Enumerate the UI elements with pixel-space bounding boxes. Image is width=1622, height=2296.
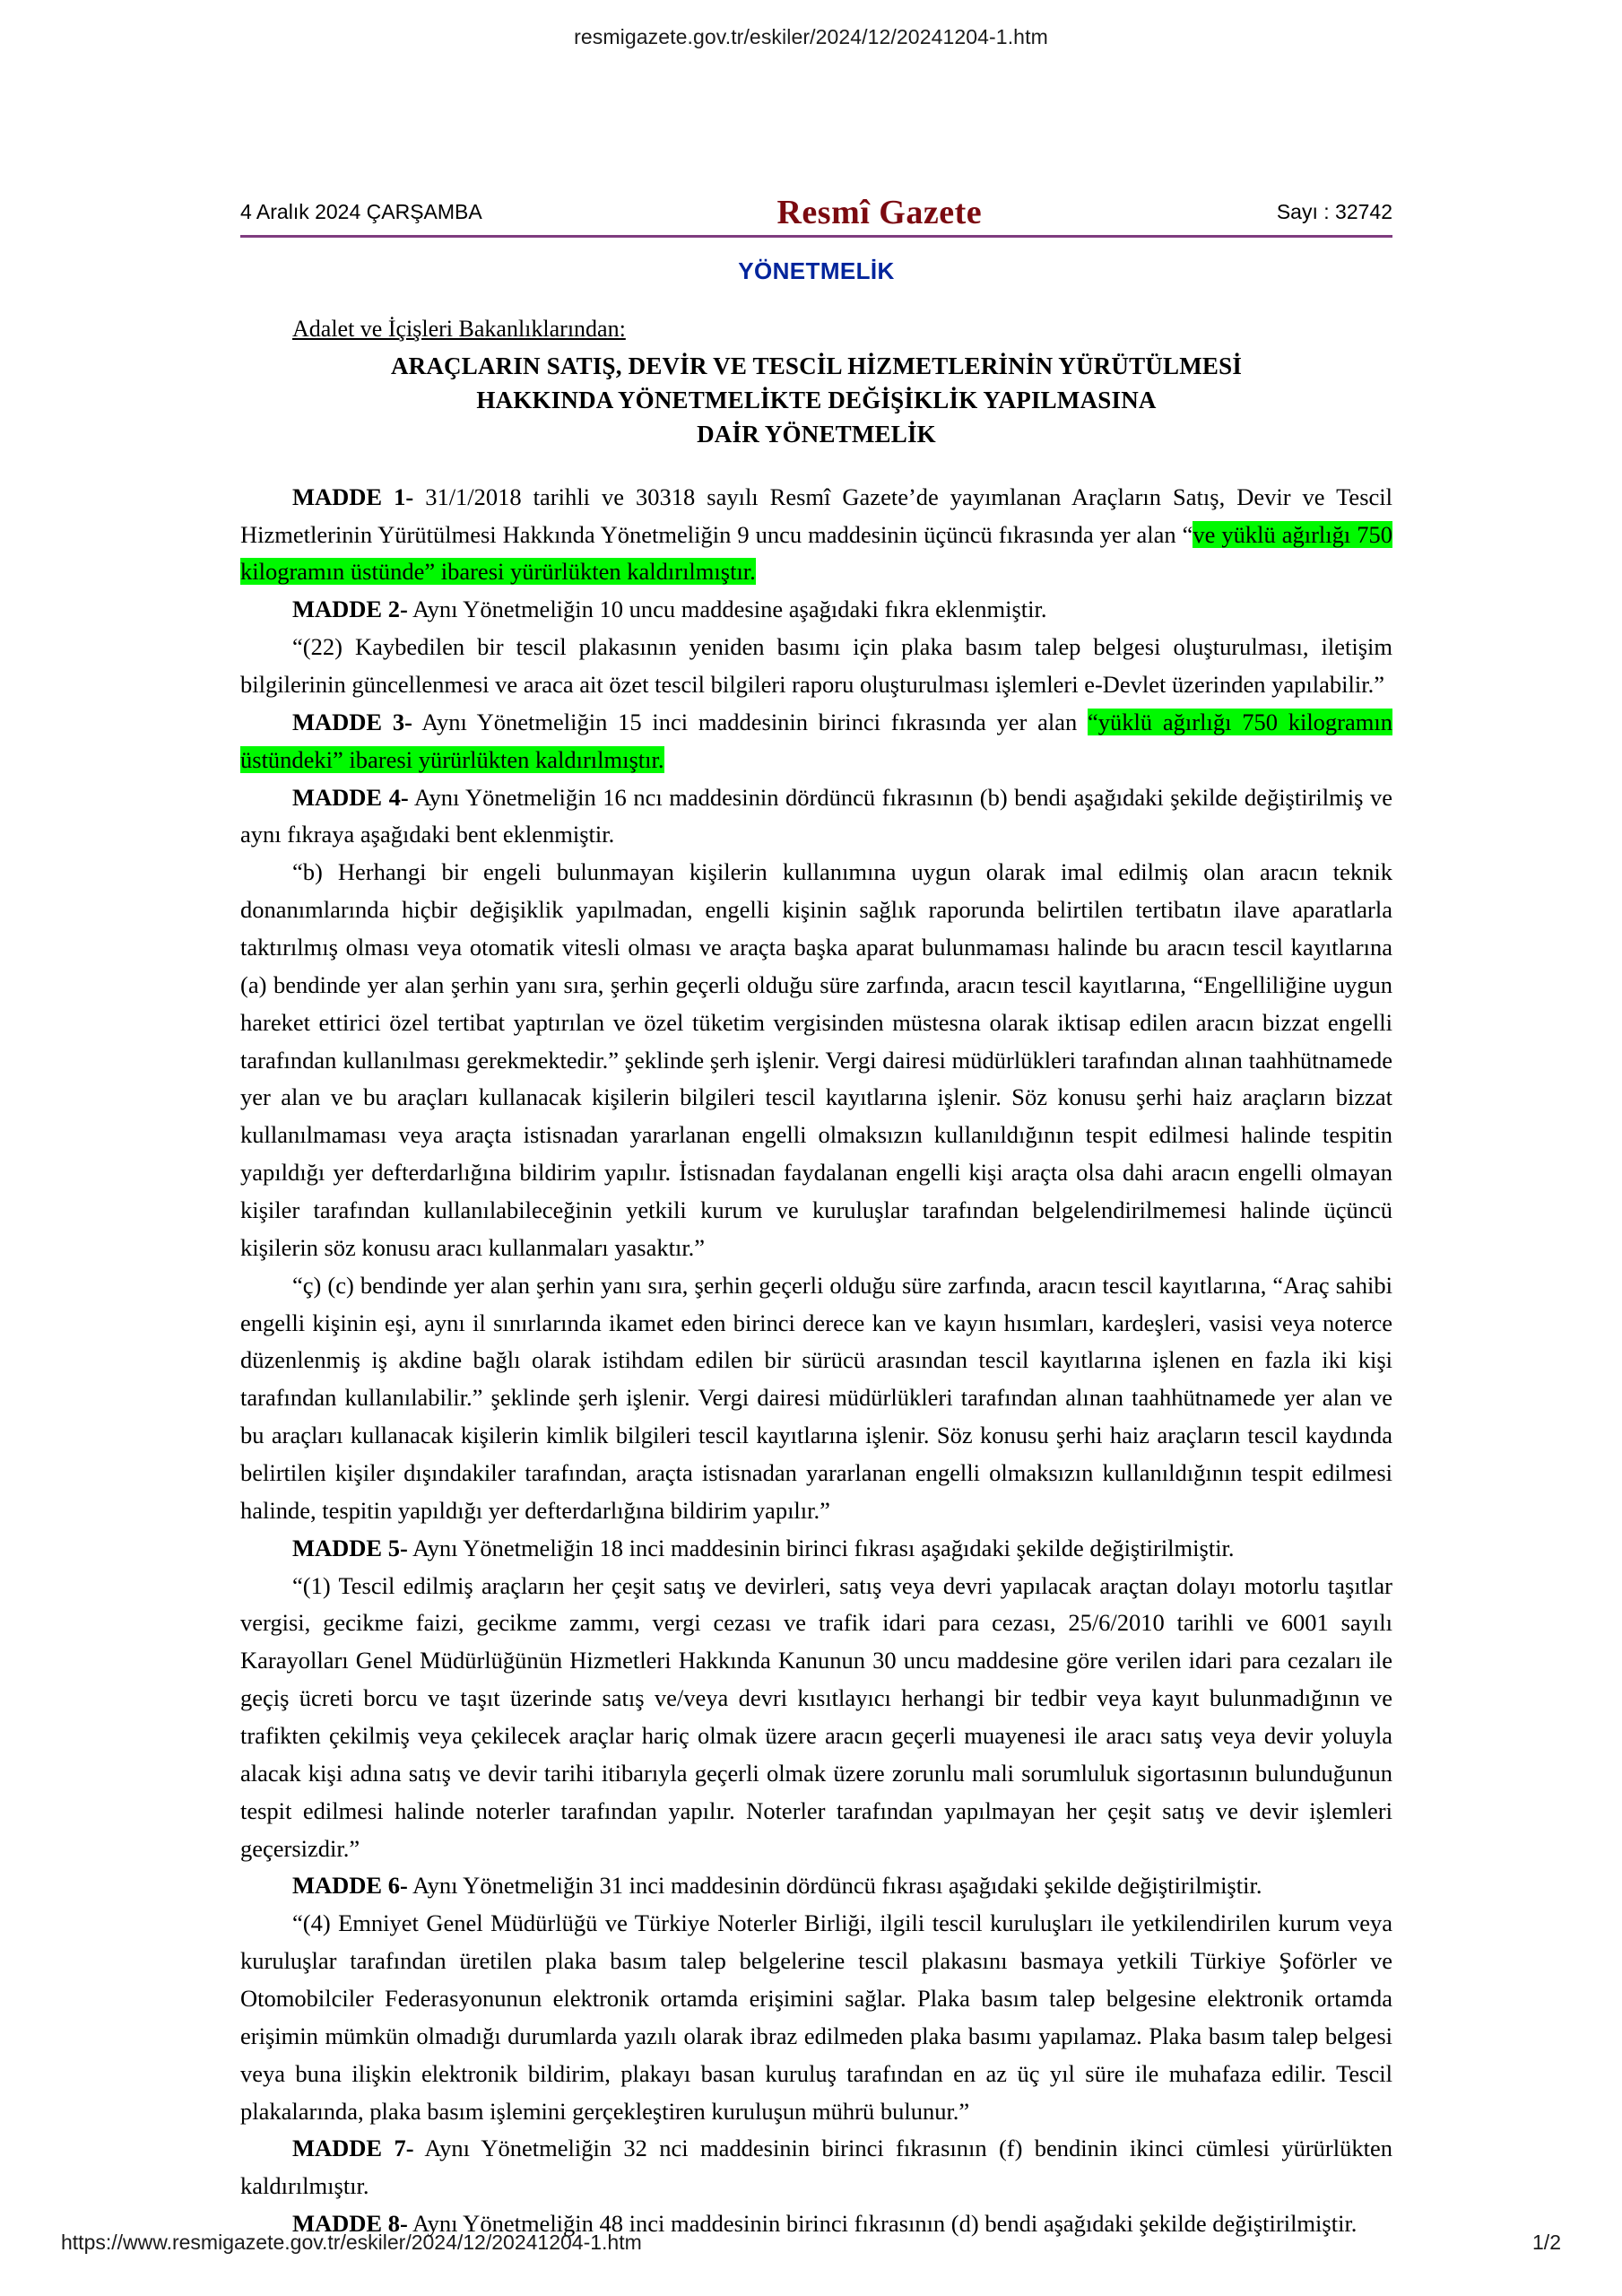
article-madde-2	[240, 591, 1392, 629]
madde-6-text: Aynı Yönetmeliğin 31 inci maddesinin dördüncü fıkrası aşağıdaki şekilde değiştirilmiştir.	[407, 1872, 1262, 1900]
print-header-url: resmigazete.gov.tr/eskiler/2024/12/20241204-1.htm	[574, 25, 1048, 48]
gazette-issue-number: Sayı : 32742	[1276, 200, 1392, 223]
madde-2-text: Aynı Yönetmeliğin 10 uncu maddesine aşağıdaki fıkra eklenmiştir.	[407, 596, 1047, 623]
regulation-title-line-2: HAKKINDA YÖNETMELİKTE DEĞİŞİKLİK YAPILMASINA	[476, 387, 1157, 413]
issuing-authority	[240, 316, 1392, 344]
madde-4-bend-b: “b) Herhangi bir engeli bulunmayan kişilerin kullanımına uygun olarak imal edilmiş olan aracın teknik donanımlarında hiçbir değişiklik yapılmadan, engelli kişinin sağlık raporunda belirtilen tertibatın ilave aparatlarla taktırılmış olması veya otomatik vitesli olması ve araçta başka aparat bulunmaması halinde bu aracın tescil kayıtlarına (a) bendinde yer alan şerhin yanı sıra, şerhin geçerli olduğu süre zarfında, aracın tescil kayıtlarına, “Engelliliğine uygun hareket ettirici özel tertibat yaptırılan ve özel tüketim vergisinden müstesna olarak iktisap edilen aracın bizzat engelli tarafından kullanılması gerekmektedir.” şeklinde şerh işlenir. Vergi dairesi müdürlükleri tarafından alınan taahhütnamede yer alan ve bu araçları kullanacak kişilerin bilgileri tescil kayıtlarına işlenir. Söz konusu şerhi haiz araçların bizzat kullanılmaması veya araçta istisnadan yararlanan engelli olmaksızın kullanıldığının tespit edilmesi halinde tespitin yapıldığı yer defterdarlığına bildirim yapılır. İstisnadan faydalanan engelli kişi araçta olsa dahi aracın engelli olmayan kişiler tarafından kullanılabileceğinin yetkili kurum ve kuruluşlar tarafından belgelendirilmemesi halinde üçüncü kişilerin söz konusu aracı kullanmaları yasaktır.”	[240, 858, 1392, 1261]
madde-6-paragraph-4: “(4) Emniyet Genel Müdürlüğü ve Türkiye Noterler Birliği, ilgili tescil kuruluşları ile yetkilendirilen kurum veya kuruluşlar tarafından üretilen plaka basım talep belgelerine tescil plakasını basmaya yetkili Türkiye Şoförler ve Otomobilciler Federasyonunun elektronik ortamda erişimini sağlar. Plaka basım talep belgesine elektronik ortamda erişimin mümkün olmadığı durumlarda yazılı olarak ibraz edilmeden plaka basımı yapılamaz. Plaka basım talep belgesi veya buna ilişkin elektronik bildirim, plakayı basan kuruluş tarafından en az üç yıl süre ile muhafaza edilir. Tescil plakalarında, plaka basım işlemini gerçekleştiren kuruluşun mührü bulunur.”	[240, 1909, 1392, 2125]
regulation-title	[240, 349, 1392, 452]
madde-1-text: 31/1/2018 tarihli ve 30318 sayılı Resmî Gazete’de yayımlanan Araçların Satış, Devir ve Tescil Hizmetlerinin Yürütülmesi Hakkında Yönetmeliğin 9 uncu maddesinin üçüncü fıkrasında yer alan “	[240, 483, 1392, 548]
print-footer-page-number: 1/2	[1532, 2231, 1561, 2254]
regulation-title-line-3: DAİR YÖNETMELİK	[697, 421, 936, 448]
madde-8-text: Aynı Yönetmeliğin 48 inci maddesinin birinci fıkrasının (d) bendi aşağıdaki şekilde değiştirilmiştir.	[407, 2210, 1357, 2238]
madde-5-paragraph-1: “(1) Tescil edilmiş araçların her çeşit satış ve devirleri, satış veya devri yapılacak araçtan dolayı motorlu taşıtlar vergisi, gecikme faizi, gecikme zammı, vergi cezası ve trafik idari para cezası, 25/6/2010 tarihli ve 6001 sayılı Karayolları Genel Müdürlüğünün Hizmetleri Hakkında Kanunun 30 uncu maddesine göre verilen idari para cezaları ile geçiş ücreti borcu ve taşıt üzerinde satış ve/veya devri kısıtlayıcı herhangi bir tedbir veya kayıt bulunmadığının ve trafikten çekilmiş veya çekilecek araçlar hariç olmak üzere aracın geçerli muayenesi ile aracı satış veya devir yoluyla alacak kişi adına satış ve devir tarihi itibarıyla geçerli olmak üzere zorunlu mali sorumluluk sigortasının bulunduğunun tespit edilmesi halinde noterler tarafından yapılır. Noterler tarafından yapılmayan her çeşit satış ve devir işlemleri geçersizdir.”	[240, 1571, 1392, 1862]
madde-1-highlight: ve yüklü ağırlığı 750 kilogramın üstünde” ibaresi yürürlükten kaldırılmıştır.	[240, 520, 1392, 586]
document-body	[240, 196, 1392, 2243]
regulation-body	[240, 479, 1392, 2243]
madde-3-highlight: “yüklü ağırlığı 750 kilogramın üstündeki” ibaresi yürürlükten kaldırılmıştır.	[240, 708, 1392, 773]
masthead-divider	[240, 235, 1392, 238]
article-madde-7	[240, 2130, 1392, 2205]
madde-3-text: Aynı Yönetmeliğin 15 inci maddesinin birinci fıkrasında yer alan	[412, 708, 1088, 735]
madde-3-label: MADDE 3-	[292, 708, 412, 735]
madde-2-label: MADDE 2-	[292, 596, 408, 623]
madde-4-bend-c: “ç) (c) bendinde yer alan şerhin yanı sıra, şerhin geçerli olduğu süre zarfında, aracın tescil kayıtlarına, “Araç sahibi engelli kişinin eşi, aynı il sınırlarında ikamet eden birinci derece kan ve kayın hısımları, kardeşleri, vasisi veya noterce düzenlenmiş iş akdine bağlı olarak istihdam edilen bir sürücü arasından tescil kayıtlarına işlenen en fazla iki kişi tarafından kullanılabilir.” şeklinde şerh işlenir. Vergi dairesi müdürlükleri tarafından alınan taahhütnamede yer alan ve bu araçları kullanacak kişilerin kimlik bilgileri tescil kayıtlarına işlenir. Söz konusu şerhi haiz araçların tescil kaydında belirtilen kişiler dışındakiler tarafından, araçta istisnadan yararlanan engelli olmaksızın kullanıldığının tespit edilmesi halinde, tespitin yapıldığı yer defterdarlığına bildirim yapılır.”	[240, 1271, 1392, 1524]
madde-4-text: Aynı Yönetmeliğin 16 ncı maddesinin dördüncü fıkrasının (b) bendi aşağıdaki şekilde değiştirilmiş ve aynı fıkraya aşağıdaki bent eklenmiştir.	[240, 783, 1392, 848]
madde-6-label: MADDE 6-	[292, 1872, 408, 1900]
madde-1-label: MADDE 1-	[292, 483, 414, 510]
article-madde-6	[240, 1867, 1392, 1905]
article-madde-1	[240, 479, 1392, 592]
gazette-title: Resmî Gazete	[776, 194, 983, 231]
print-footer-url: https://www.resmigazete.gov.tr/eskiler/2024/12/20241204-1.htm	[61, 2231, 642, 2254]
print-footer	[0, 2231, 1622, 2255]
issuing-authority-text: Adalet ve İçişleri Bakanlıklarından:	[292, 316, 626, 342]
madde-2-paragraph-22: “(22) Kaybedilen bir tescil plakasının yeniden basımı için plaka basım talep belgesi oluşturulması, iletişim bilgilerinin güncellenmesi ve araca ait özet tescil bilgileri raporu oluşturulması işlemleri e-Devlet üzerinden yapılabilir.”	[240, 633, 1392, 698]
article-madde-4	[240, 779, 1392, 855]
madde-7-label: MADDE 7-	[292, 2135, 414, 2162]
madde-8-label: MADDE 8-	[292, 2210, 408, 2238]
madde-4-label: MADDE 4-	[292, 783, 409, 811]
madde-5-text: Aynı Yönetmeliğin 18 inci maddesinin birinci fıkrası aşağıdaki şekilde değiştirilmiştir.	[407, 1534, 1235, 1561]
article-madde-5	[240, 1530, 1392, 1568]
madde-7-text: Aynı Yönetmeliğin 32 nci maddesinin birinci fıkrasının (f) bendinin ikinci cümlesi yürürlükten kaldırılmıştır.	[240, 2135, 1392, 2200]
madde-5-label: MADDE 5-	[292, 1534, 408, 1561]
gazette-masthead	[240, 196, 1392, 231]
article-madde-3	[240, 704, 1392, 779]
regulation-title-line-1: ARAÇLARIN SATIŞ, DEVİR VE TESCİL HİZMETLERİNİN YÜRÜTÜLMESİ	[390, 352, 1243, 379]
gazette-date: 4 Aralık 2024 ÇARŞAMBA	[240, 200, 482, 223]
section-kicker: YÖNETMELİK	[738, 257, 895, 284]
